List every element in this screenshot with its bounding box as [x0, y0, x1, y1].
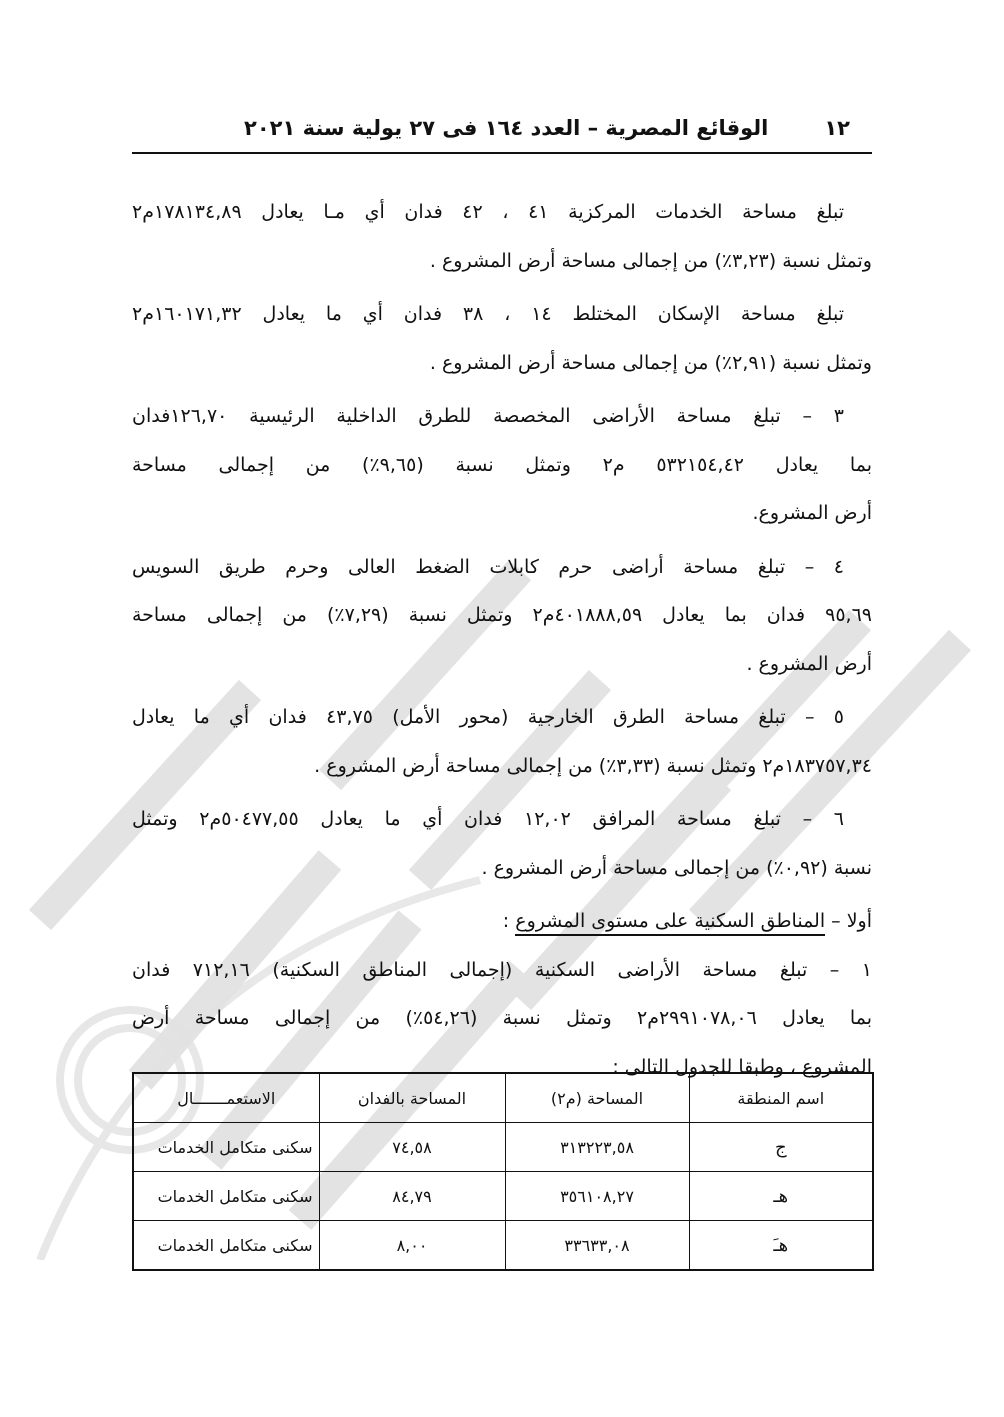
page-header [132, 112, 872, 154]
zones-table [132, 1072, 874, 1271]
text-line: أرض المشروع . [746, 652, 872, 675]
header-area-feddan: المساحة بالفدان [319, 1073, 505, 1123]
table-row [133, 1172, 873, 1221]
text-line: ١٨٣٧٥٧,٣٤م٢ وتمثل نسبة (٣,٣٣٪) من إجمالى مساحة أرض المشروع . [314, 754, 872, 777]
gazette-title: الوقائع المصرية – العدد ١٦٤ فى ٢٧ يولية سنة ٢٠٢١ [244, 116, 769, 140]
cell-use: سكنى متكامل الخدمات [133, 1221, 319, 1271]
paragraph-mixed-housing [132, 290, 872, 387]
cell-use: سكنى متكامل الخدمات [133, 1123, 319, 1172]
page-number: ١٢ [824, 116, 850, 140]
cell-zone: ج [689, 1123, 873, 1172]
header-area-m2: المساحة (م٢) [505, 1073, 689, 1123]
cell-area-feddan: ٨,٠٠ [319, 1221, 505, 1271]
text-line: ١ – تبلغ مساحة الأراضى السكنية (إجمالى المناطق السكنية) ٧١٢,١٦ فدان [132, 958, 872, 981]
cell-area-m2: ٣١٣٢٢٣,٥٨ [505, 1123, 689, 1172]
header-use: الاستعمـــــــال [133, 1073, 319, 1123]
paragraph-external-roads [132, 693, 872, 790]
text-line: ٤ – تبلغ مساحة أراضى حرم كابلات الضغط العالى وحرم طريق السويس [132, 555, 844, 578]
table-header-row [133, 1073, 873, 1123]
text-line: وتمثل نسبة (٢,٩١٪) من إجمالى مساحة أرض المشروع . [429, 351, 872, 374]
cell-area-feddan: ٨٤,٧٩ [319, 1172, 505, 1221]
paragraph-residential [132, 946, 872, 1092]
paragraph-high-voltage [132, 543, 872, 689]
text-line: ٣ – تبلغ مساحة الأراضى المخصصة للطرق الداخلية الرئيسية ١٢٦,٧٠فدان [132, 405, 844, 427]
text-line: بما يعادل ٢٩٩١٠٧٨,٠٦م٢ وتمثل نسبة (٥٤,٢٦٪) من إجمالى مساحة أرض [132, 1007, 872, 1029]
cell-area-m2: ٣٥٦١٠٨,٢٧ [505, 1172, 689, 1221]
text-line: وتمثل نسبة (٣,٢٣٪) من إجمالى مساحة أرض المشروع . [429, 249, 872, 272]
body-text [132, 188, 872, 1096]
table-row [133, 1221, 873, 1271]
paragraph-internal-roads [132, 392, 872, 538]
cell-area-m2: ٣٣٦٣٣,٠٨ [505, 1221, 689, 1271]
text-line: المشروع ، وطبقا للجدول التالى : [612, 1055, 872, 1078]
paragraph-central-services [132, 188, 872, 285]
cell-zone: هـ [689, 1172, 873, 1221]
cell-zone: هـَ [689, 1221, 873, 1271]
text-line: أرض المشروع. [752, 502, 872, 524]
heading-prefix: أولا – [825, 910, 872, 932]
text-line: ٦ – تبلغ مساحة المرافق ١٢,٠٢ فدان أي ما يعادل ٥٠٤٧٧,٥٥م٢ وتمثل [132, 808, 844, 830]
text-line: تبلغ مساحة الإسكان المختلط ١٤ ، ٣٨ فدان أي ما يعادل ١٦٠١٧١,٣٢م٢ [132, 303, 844, 325]
text-line: ٥ – تبلغ مساحة الطرق الخارجية (محور الأمل) ٤٣,٧٥ فدان أي ما يعادل [132, 706, 844, 728]
header-zone-name: اسم المنطقة [689, 1073, 873, 1123]
table-row [133, 1123, 873, 1172]
text-line: بما يعادل ٥٣٢١٥٤,٤٢ م٢ وتمثل نسبة (٩,٦٥٪) من إجمالى مساحة [132, 453, 872, 476]
section-heading [132, 897, 872, 946]
text-line: تبلغ مساحة الخدمات المركزية ٤١ ، ٤٢ فدان أي مـا يعادل ١٧٨١٣٤,٨٩م٢ [132, 201, 844, 223]
heading-suffix: : [502, 910, 516, 932]
heading-underlined: المناطق السكنية على مستوى المشروع [515, 910, 825, 936]
paragraph-utilities [132, 795, 872, 892]
text-line: ٩٥,٦٩ فدان بما يعادل ٤٠١٨٨٨,٥٩م٢ وتمثل نسبة (٧,٢٩٪) من إجمالى مساحة [132, 604, 872, 626]
cell-area-feddan: ٧٤,٥٨ [319, 1123, 505, 1172]
text-line: نسبة (٠,٩٢٪) من إجمالى مساحة أرض المشروع . [481, 856, 872, 879]
cell-use: سكنى متكامل الخدمات [133, 1172, 319, 1221]
